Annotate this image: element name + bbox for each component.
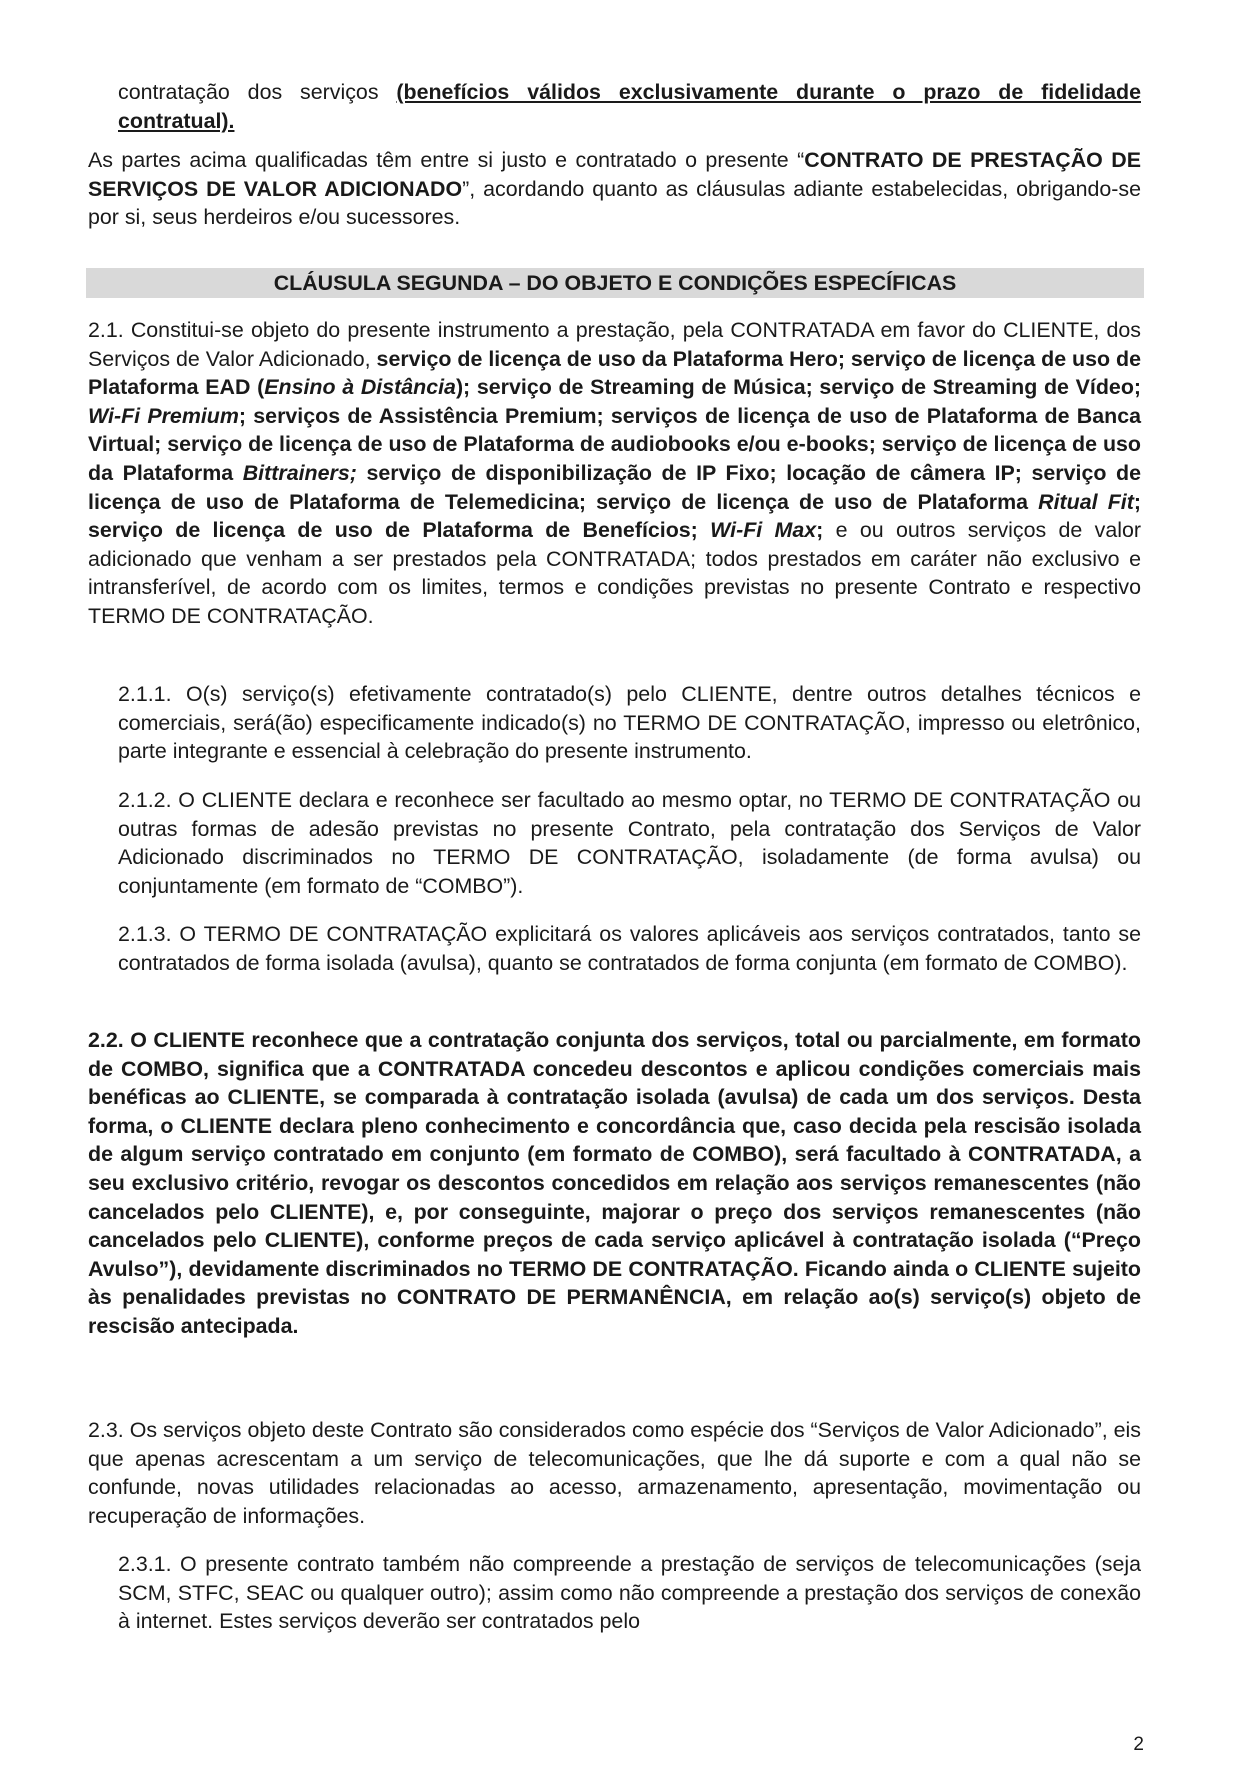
clause-2-1 xyxy=(88,316,1141,631)
bold-underlined-text: (benefícios válidos exclusivamente durante o prazo de fidelidade contratual). xyxy=(118,80,1141,133)
bold-text: ; xyxy=(816,518,824,543)
clause-2-1-1: 2.1.1. O(s) serviço(s) efetivamente contratado(s) pelo CLIENTE, dentre outros detalhes técnicos e comerciais, será(ão) especificamente indicado(s) no TERMO DE CONTRATAÇÃO, impresso ou eletrônico, parte integrante e essencial à celebração do presente instrumento. xyxy=(118,682,1141,764)
bold-italic-text: Wi-Fi Max xyxy=(710,518,817,543)
contract-title-text: CONTRATO DE PRESTAÇÃO DE SERVIÇOS DE VALOR ADICIONADO xyxy=(88,148,1141,201)
bold-italic-text: Bittrainers; xyxy=(242,460,357,485)
clause-2-1-2: 2.1.2. O CLIENTE declara e reconhece ser facultado ao mesmo optar, no TERMO DE CONTRATAÇÃO ou outras formas de adesão previstas no presente Contrato, pela contratação dos Serviços de Valor Adicionado discriminados no TERMO DE CONTRATAÇÃO, isoladamente (de forma avulsa) ou conjuntamente (em formato de “COMBO”). xyxy=(118,788,1141,898)
bold-italic-text: Wi-Fi Premium xyxy=(88,403,239,428)
bold-text: ; serviço de licença de uso de Plataforma de Benefícios; xyxy=(88,489,1141,543)
page-number: 2 xyxy=(1133,1734,1144,1755)
text-segment: 2.1. Constitui-se objeto do presente instrumento a prestação, pela CONTRATADA em favor do CLIENTE, dos Serviços de Valor Adicionado, xyxy=(88,318,1141,371)
bold-text: ; serviços de Assistência Premium; serviços de licença de uso de Plataforma de Banca Virtual; serviço de licença de uso de Plataforma de audiobooks e/ou e-books; serviço de licença de uso da Plataforma xyxy=(88,403,1141,485)
bold-text: ); serviço de Streaming de Música; serviço de Streaming de Vídeo; xyxy=(455,375,1142,400)
bold-italic-text: Ensino à Distância xyxy=(264,375,456,400)
bold-text: serviço de licença de uso da Plataforma Hero; serviço de licença de uso de Plataforma EAD ( xyxy=(88,346,1141,400)
clause-2-1-3: 2.1.3. O TERMO DE CONTRATAÇÃO explicitará os valores aplicáveis aos serviços contratados, tanto se contratados de forma isolada (avulsa), quanto se contratados de forma conjunta (em formato de COMBO). xyxy=(118,922,1141,975)
clause-2-3: 2.3. Os serviços objeto deste Contrato são considerados como espécie dos “Serviços de Valor Adicionado”, eis que apenas acrescentam a um serviço de telecomunicações, que lhe dá suporte e com a qual não se confunde, novas utilidades relacionadas ao acesso, armazenamento, apresentação, movimentação ou recuperação de informações. xyxy=(88,1418,1141,1528)
paragraph-parties xyxy=(88,146,1141,232)
section-title: CLÁUSULA SEGUNDA – DO OBJETO E CONDIÇÕES ESPECÍFICAS xyxy=(273,271,957,295)
text-segment: As partes acima qualificadas têm entre si justo e contratado o presente “ xyxy=(88,148,805,172)
clause-2-3-1: 2.3.1. O presente contrato também não compreende a prestação de serviços de telecomunicações (seja SCM, STFC, SEAC ou qualquer outro); assim como não compreende a prestação dos serviços de conexão à internet. Estes serviços deverão ser contratados pelo xyxy=(118,1552,1141,1634)
paragraph-continuation xyxy=(118,78,1141,135)
text-segment: ”, acordando quanto as cláusulas adiante estabelecidas, obrigando-se por si, seus herdeiros e/ou sucessores. xyxy=(88,176,1142,230)
text-segment: e ou outros serviços de valor adicionado que venham a ser prestados pela CONTRATADA; todos prestados em caráter não exclusivo e intransferível, de acordo com os limites, termos e condições previstas no presente Contrato e respectivo TERMO DE CONTRATAÇÃO. xyxy=(88,518,1141,628)
bold-text: serviço de disponibilização de IP Fixo; locação de câmera IP; serviço de licença de uso de Plataforma de Telemedicina; serviço de licença de uso de Plataforma xyxy=(88,460,1142,514)
bold-italic-text: Ritual Fit xyxy=(1038,489,1134,514)
clause-2-2: 2.2. O CLIENTE reconhece que a contratação conjunta dos serviços, total ou parcialmente, em formato de COMBO, significa que a CONTRATADA concedeu descontos e aplicou condições comerciais mais benéficas ao CLIENTE, se comparada à contratação isolada (avulsa) de cada um dos serviços. Desta forma, o CLIENTE declara pleno conhecimento e concordância que, caso decida pela rescisão isolada de algum serviço contratado em conjunto (em formato de COMBO), será facultado à CONTRATADA, a seu exclusivo critério, revogar os descontos concedidos em relação aos serviços remanescentes (não cancelados pelo CLIENTE), e, por conseguinte, majorar o preço dos serviços remanescentes (não cancelados pelo CLIENTE), conforme preços de cada serviço aplicável à contratação isolada (“Preço Avulso”), devidamente discriminados no TERMO DE CONTRATAÇÃO. Ficando ainda o CLIENTE sujeito às penalidades previstas no CONTRATO DE PERMANÊNCIA, em relação ao(s) serviço(s) objeto de rescisão antecipada. xyxy=(88,1028,1141,1338)
text-segment: contratação dos serviços xyxy=(118,80,397,104)
